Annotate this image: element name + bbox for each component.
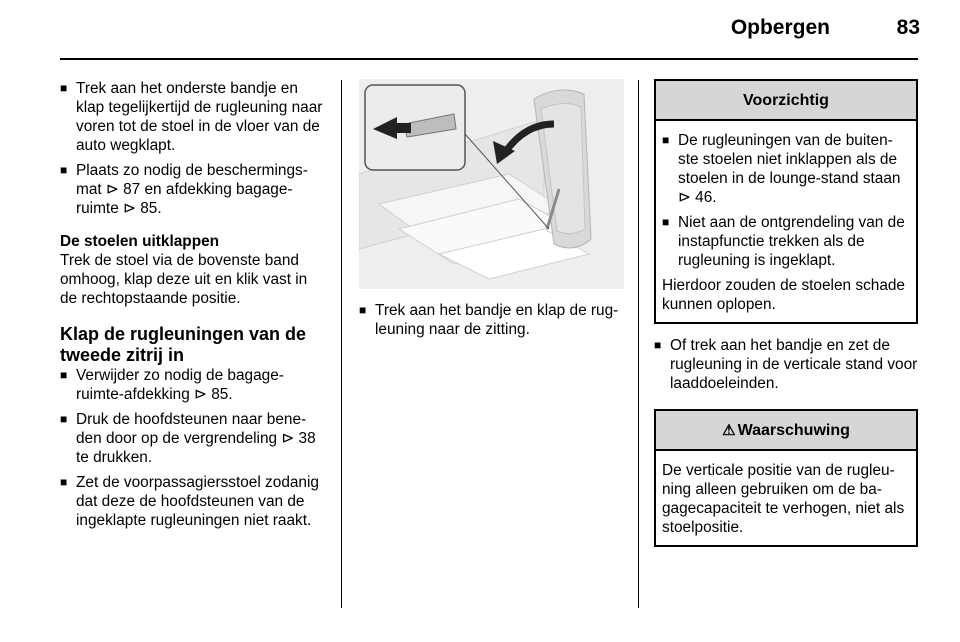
- list-item: ■ Niet aan de ontgrendeling van de instapfunctie trekken als de rugleuning is ingeklapt.: [662, 214, 905, 269]
- column-divider-1: [341, 80, 342, 608]
- warning-box: [654, 409, 918, 547]
- seat-illustration: [359, 79, 624, 289]
- caution-paragraph: Hierdoor zouden de stoelen schade kunnen oplopen.: [662, 277, 905, 313]
- list-item: ■ De rugleuningen van de buitenste stoelen niet inklappen als de stoelen in de lounge-stand staan ⊳ 46.: [662, 132, 901, 206]
- bullet-icon: ■: [662, 133, 670, 147]
- list-item: ■ Verwijder zo nodig de bagageruimte-afdekking ⊳ 85.: [60, 367, 284, 403]
- header-rule: [60, 58, 918, 60]
- list-item: ■ Plaats zo nodig de beschermingsmat ⊳ 87 en afdekking bagageruimte ⊳ 85.: [60, 162, 308, 217]
- bullet-icon: ■: [60, 368, 68, 382]
- column-2: [359, 79, 624, 345]
- column-divider-2: [638, 80, 639, 608]
- warning-header: [656, 411, 916, 451]
- subheading: De stoelen uitklappen: [60, 233, 220, 250]
- page-title: Opbergen: [730, 16, 830, 39]
- bullet-icon: ■: [60, 81, 68, 95]
- caution-box: [654, 79, 918, 324]
- page-header: [60, 16, 920, 44]
- list-item: ■ Trek aan het onderste bandje en klap tegelijkertijd de rugleuning naar voren tot de stoel in de vloer van de auto wegklapt.: [60, 80, 323, 154]
- warning-paragraph: De verticale positie van de rugleuning alleen gebruiken om de bagagecapaciteit te verhogen, niet als stoelpositie.: [662, 462, 905, 536]
- column-1: [60, 79, 325, 536]
- bullet-icon: ■: [60, 163, 68, 177]
- warning-icon: ⚠: [722, 422, 736, 439]
- bullet-icon: ■: [654, 338, 662, 352]
- paragraph: Trek de stoel via de bovenste band omhoog, klap deze uit en klik vast in de rechtopstaande positie.: [60, 252, 308, 307]
- list-item: ■ Trek aan het bandje en klap de rugleuning naar de zitting.: [359, 302, 619, 338]
- page-number: 83: [896, 16, 920, 39]
- list-item: ■ Zet de voorpassagiersstoel zodanig dat deze de hoofdsteunen van de ingeklapte rugleuningen niet raakt.: [60, 474, 319, 529]
- list-item: ■ Of trek aan het bandje en zet de rugleuning in de verticale stand voor laaddoeleinden.: [654, 337, 918, 392]
- section-heading: Klap de rugleuningen van de tweede zitrij in: [60, 324, 307, 365]
- bullet-icon: ■: [662, 215, 670, 229]
- list-item: ■ Druk de hoofdsteunen naar beneden door op de vergrendeling ⊳ 38 te drukken.: [60, 411, 316, 466]
- bullet-icon: ■: [359, 303, 367, 317]
- bullet-icon: ■: [60, 475, 68, 489]
- seat-fold-drawing: [359, 79, 624, 289]
- column-3: [654, 79, 918, 547]
- warning-title: Waarschuwing: [737, 422, 850, 439]
- caution-title: Voorzichtig: [656, 81, 916, 121]
- bullet-icon: ■: [60, 412, 68, 426]
